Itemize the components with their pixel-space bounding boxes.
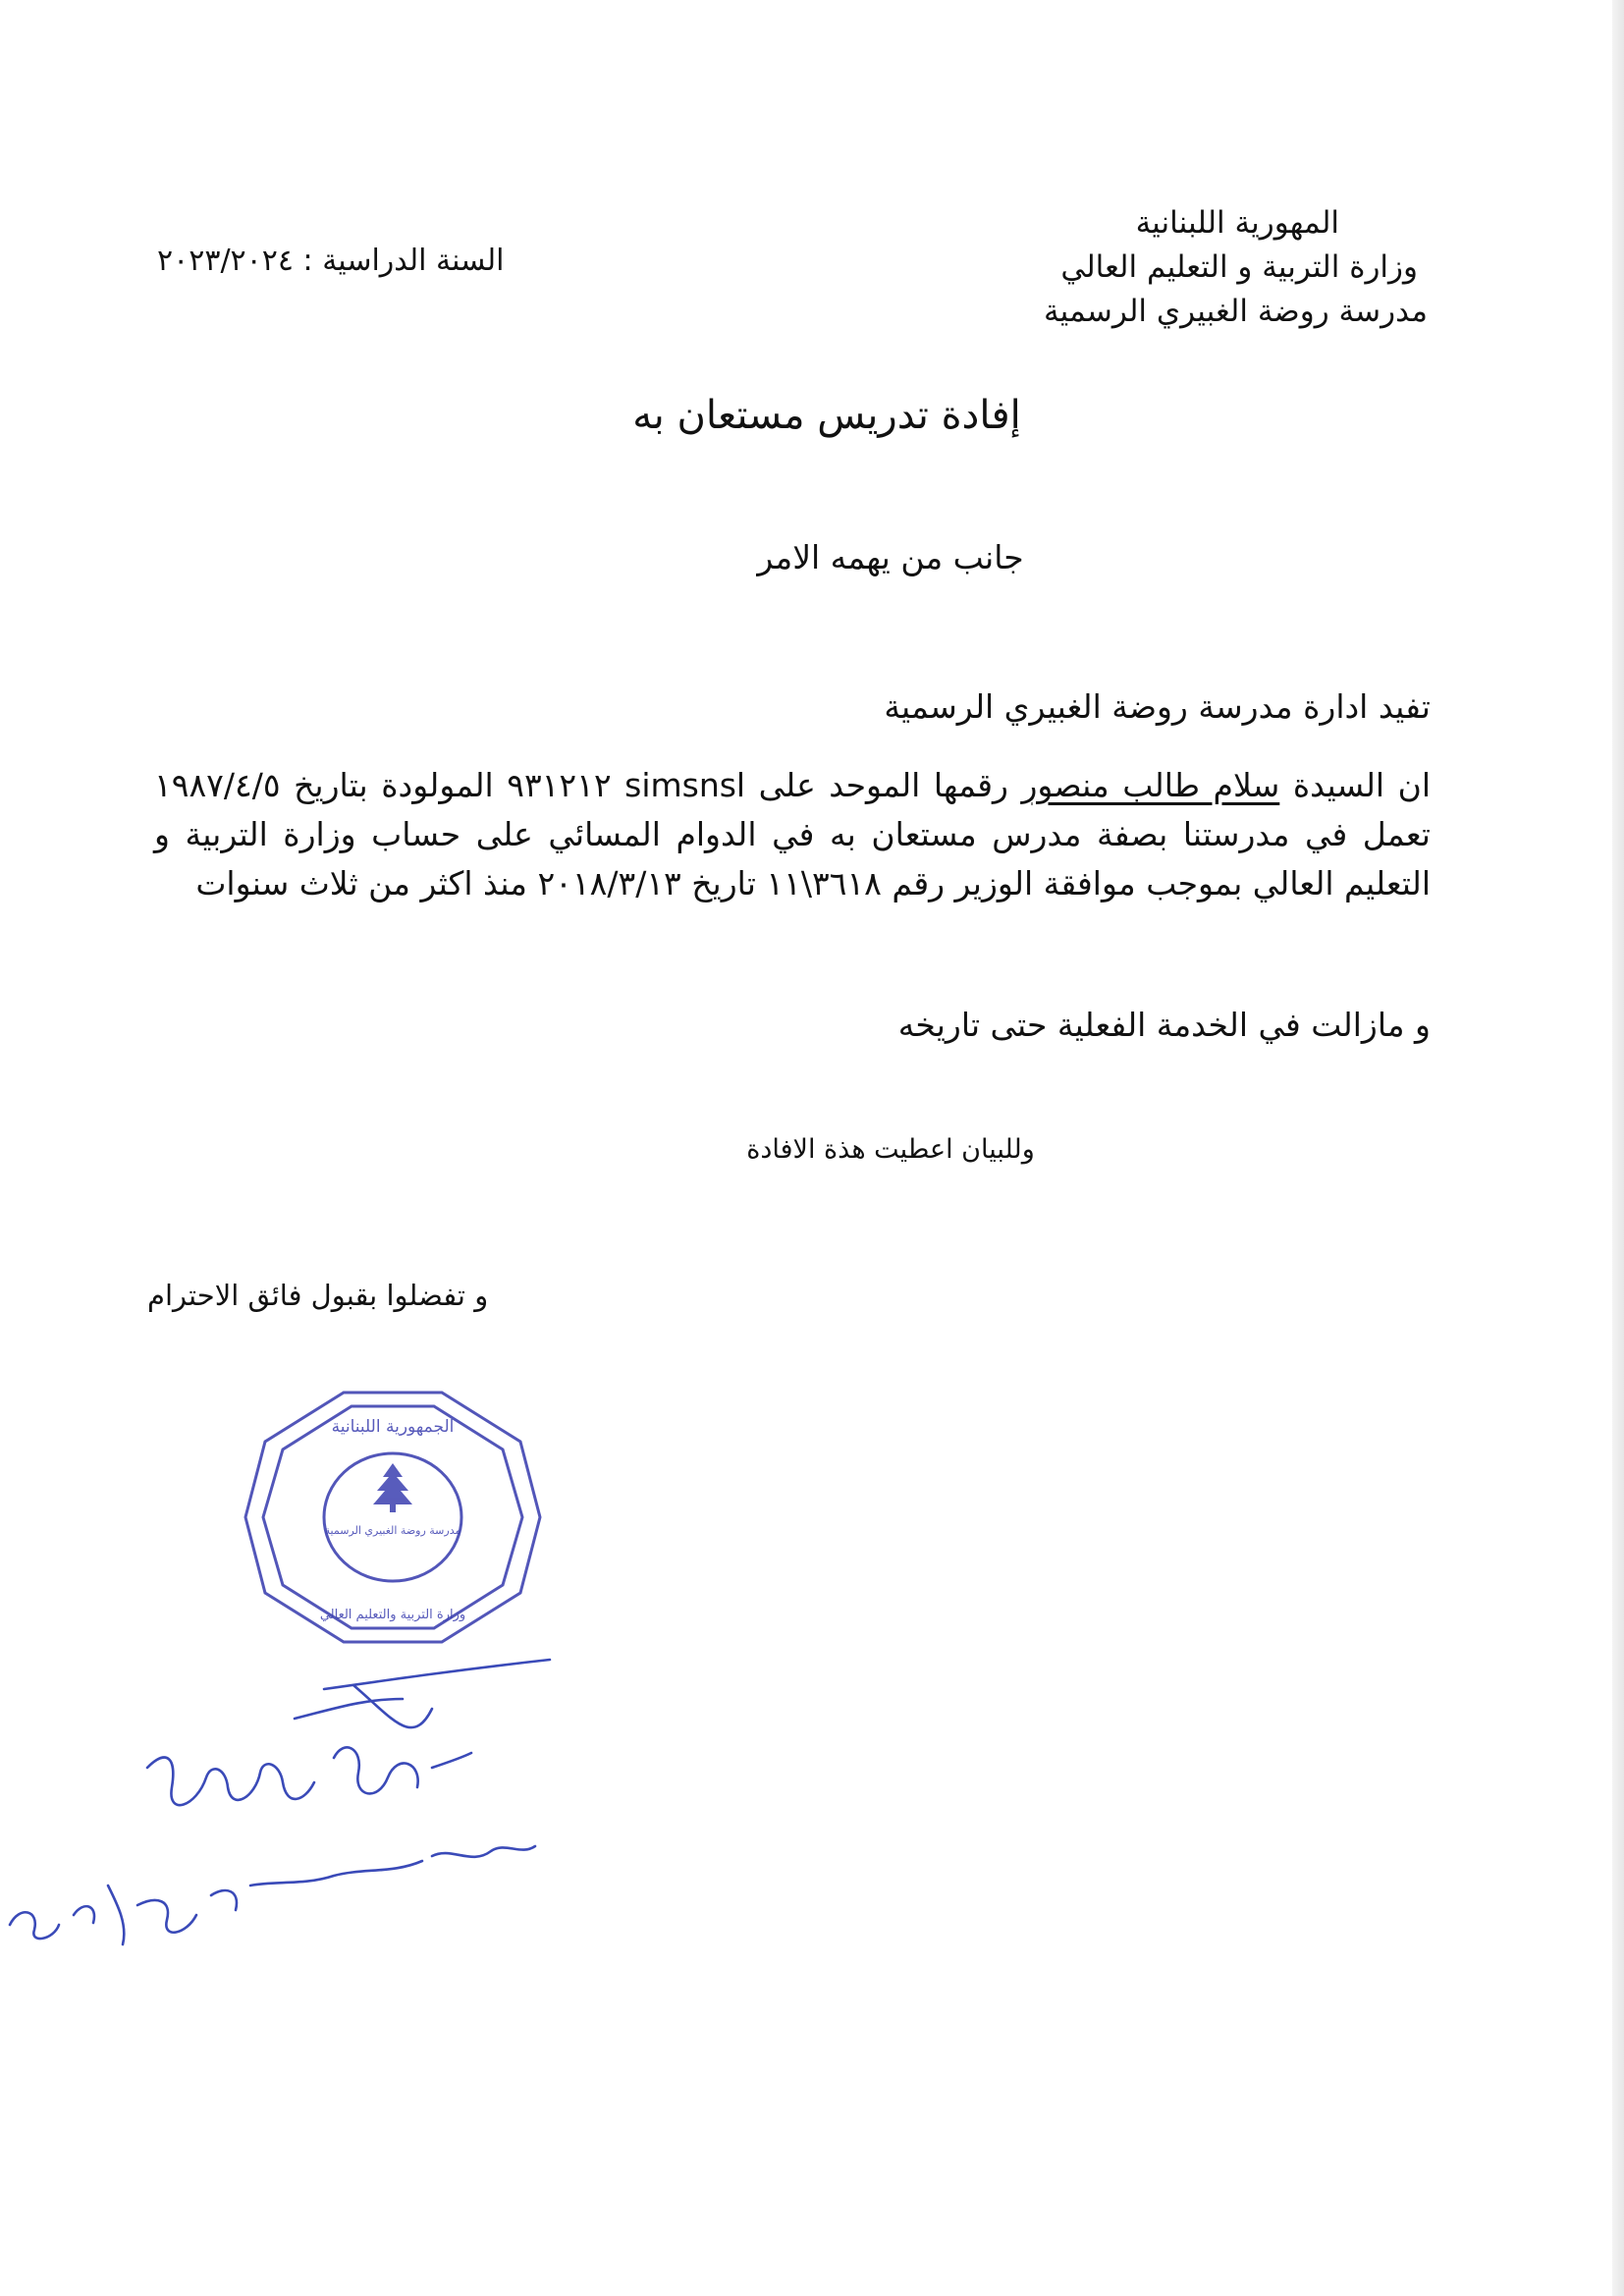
signature-name-stroke bbox=[147, 1747, 471, 1805]
salutation: جانب من يهمه الامر bbox=[757, 538, 1024, 576]
document-title: إفادة تدريس مستعان به bbox=[632, 393, 1021, 438]
paragraph-part-2: رقمها الموحد على simsnsl ٩٣١٢١٢ المولودة بتاريخ ١٩٨٧/٤/٥ تعمل في مدرستنا بصفة مدرس مستعان به في الدوام المسائي على حساب وزارة التربية و التعليم العالي بموجب موافقة الوزير رقم ٣٦١٨\١١ تاريخ ٢٠١٨/٣/١٣ منذ اكثر من ثلاث سنوات bbox=[154, 766, 1431, 902]
cedar-icon bbox=[373, 1463, 412, 1504]
paragraph-part-1: ان السيدة bbox=[1279, 766, 1431, 804]
closing-statement: وللبيان اعطيت هذة الافادة bbox=[746, 1134, 1035, 1165]
signature-flourish bbox=[295, 1660, 550, 1727]
closing-regards: و تفضلوا بقبول فائق الاحترام bbox=[147, 1279, 489, 1312]
intro-line: تفيد ادارة مدرسة روضة الغبيري الرسمية bbox=[884, 687, 1431, 726]
teacher-name: سلام طالب منصور bbox=[1021, 766, 1280, 804]
stamp-bottom-line: وزارة التربية والتعليم العالي bbox=[319, 1608, 466, 1622]
signature-date-stroke bbox=[10, 1846, 535, 1944]
signature-date-text bbox=[0, 1563, 17, 1566]
stamp-inner-line: مدرسة روضة الغبيري الرسمية bbox=[324, 1524, 461, 1537]
signature-name-text bbox=[0, 1561, 11, 1562]
letterhead-ministry: وزارة التربية و التعليم العالي bbox=[1060, 249, 1418, 285]
stamp-outer-line: الجمهورية اللبنانية bbox=[331, 1417, 455, 1437]
service-status-line: و مازالت في الخدمة الفعلية حتى تاريخه bbox=[897, 1006, 1431, 1044]
academic-year: السنة الدراسية : ٢٠٢٣/٢٠٢٤ bbox=[157, 244, 505, 278]
letterhead bbox=[839, 201, 1428, 334]
letterhead-republic: المهورية اللبنانية bbox=[1135, 205, 1339, 241]
handwritten-signature bbox=[0, 1561, 609, 1974]
letterhead-school: مدرسة روضة الغبيري الرسمية bbox=[1043, 294, 1428, 329]
main-paragraph bbox=[154, 761, 1431, 908]
